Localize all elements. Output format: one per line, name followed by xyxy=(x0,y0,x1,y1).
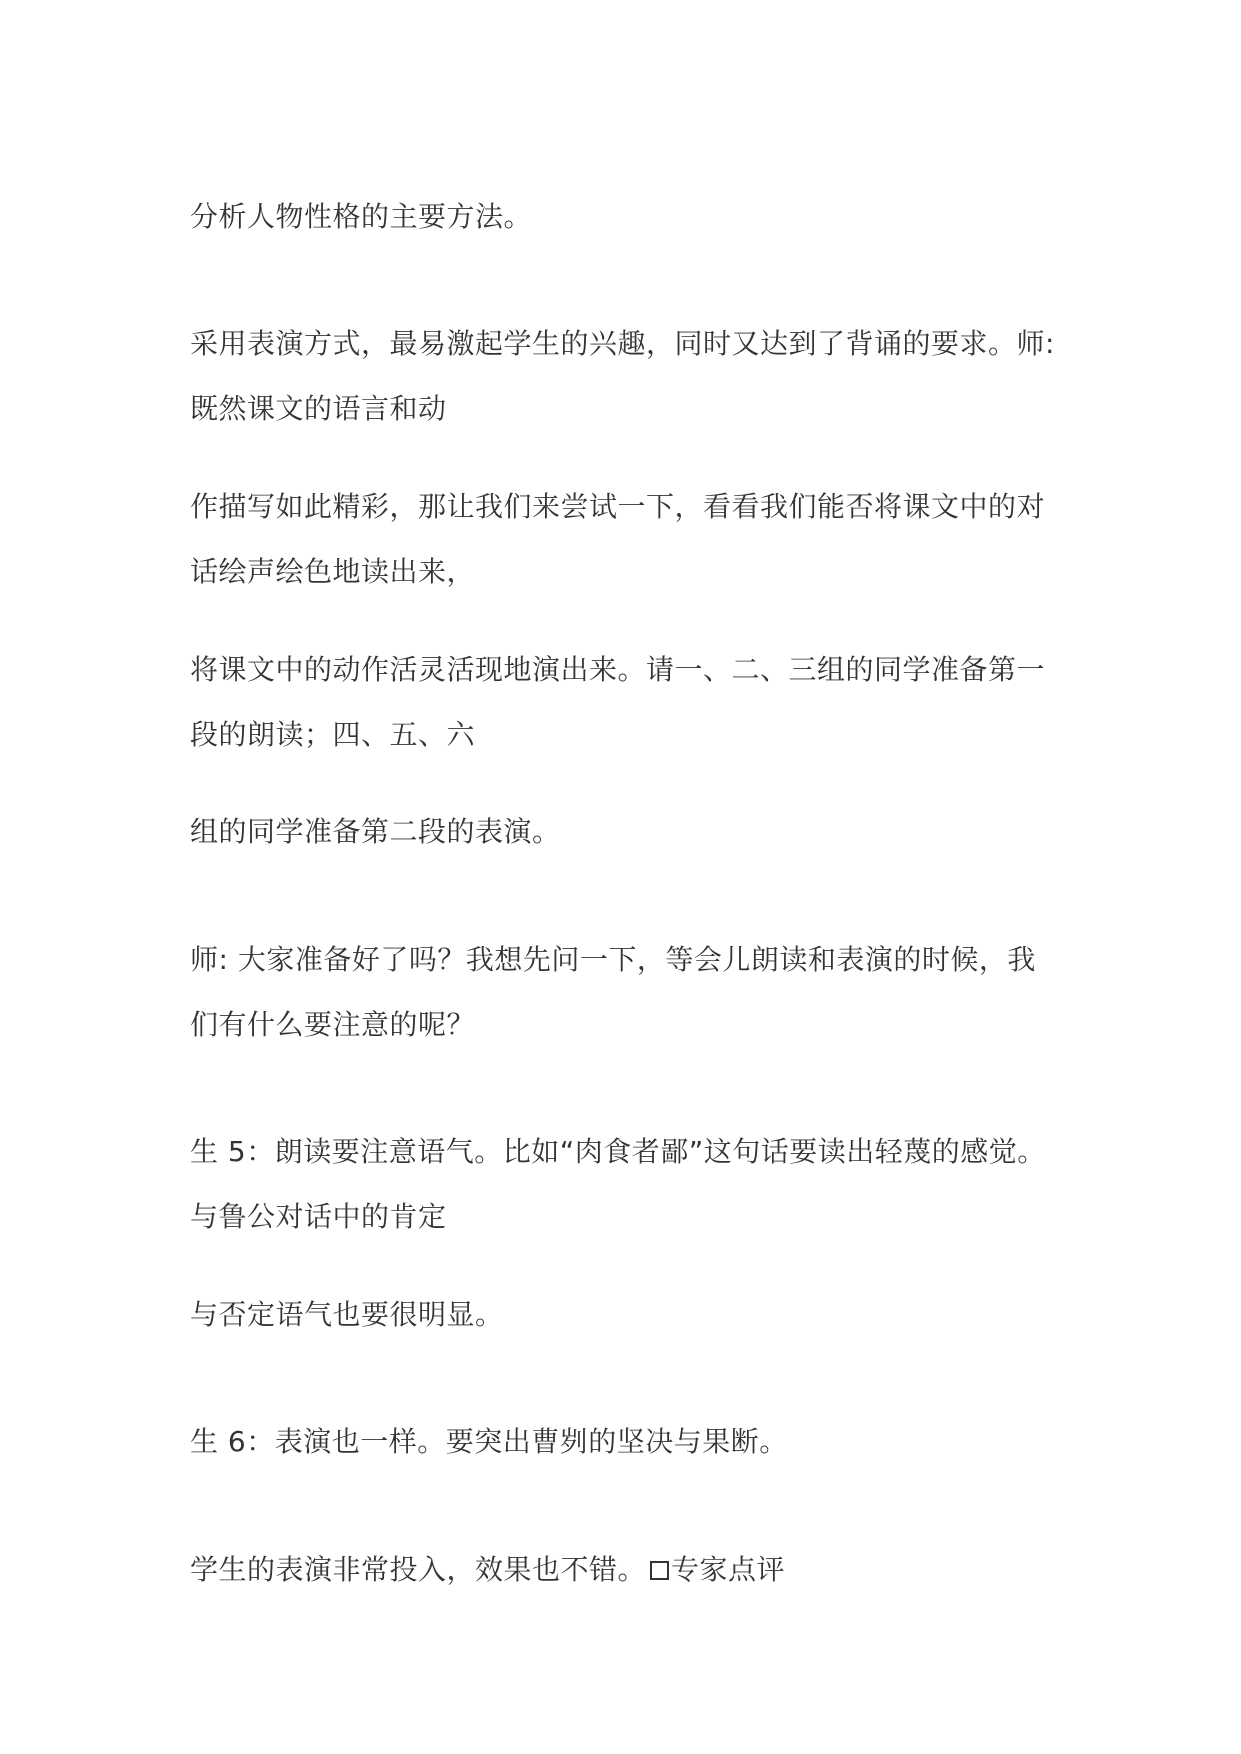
paragraph-line: 师: 大家准备好了吗？我想先问一下，等会儿朗读和表演的时候，我 xyxy=(190,943,1036,976)
paragraph-line: 生 6：表演也一样。要突出曹刿的坚决与果断。 xyxy=(190,1425,788,1458)
paragraph-line: 将课文中的动作活灵活现地演出来。请一、二、三组的同学准备第一 xyxy=(190,653,1046,686)
paragraph-line: 与否定语气也要很明显。 xyxy=(190,1298,504,1331)
paragraph-line: 采用表演方式，最易激起学生的兴趣，同时又达到了背诵的要求。师: xyxy=(190,327,1055,360)
paragraph-line: 与鲁公对话中的肯定 xyxy=(190,1200,447,1233)
paragraph-line: 们有什么要注意的呢？ xyxy=(190,1008,476,1041)
paragraph-line: 分析人物性格的主要方法。 xyxy=(190,200,533,233)
checkbox-square-icon xyxy=(650,1561,669,1580)
paragraph-line: 段的朗读；四、五、六 xyxy=(190,718,476,751)
paragraph-line: 话绘声绘色地读出来， xyxy=(190,555,476,588)
paragraph-line: 生 5：朗读要注意语气。比如“肉食者鄙”这句话要读出轻蔑的感觉。 xyxy=(190,1135,1046,1168)
paragraph-line xyxy=(190,1553,785,1587)
paragraph-line: 作描写如此精彩，那让我们来尝试一下，看看我们能否将课文中的对 xyxy=(190,490,1046,523)
last-line-text: 学生的表演非常投入，效果也不错。 xyxy=(190,1553,647,1586)
paragraph-line: 既然课文的语言和动 xyxy=(190,392,447,425)
paragraph-line: 组的同学准备第二段的表演。 xyxy=(190,815,561,848)
expert-review-label: 专家点评 xyxy=(671,1553,786,1586)
